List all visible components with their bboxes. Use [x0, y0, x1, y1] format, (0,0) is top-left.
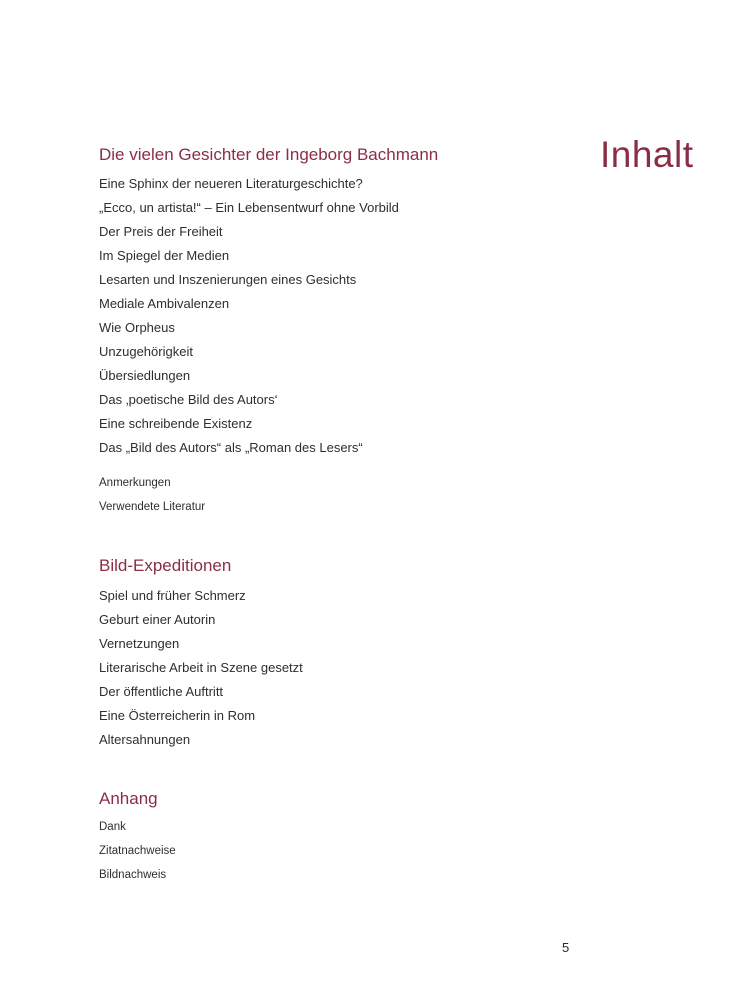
- toc-entry-label: Wie Orpheus: [99, 320, 175, 335]
- toc-entry-label: Eine Österreicherin in Rom: [99, 708, 256, 723]
- toc-entry-label: „Ecco, un artista!“ – Ein Lebensentwurf ohne Vorbild: [99, 200, 399, 215]
- toc-entry[interactable]: [0, 200, 560, 220]
- toc-entry[interactable]: [0, 416, 560, 436]
- toc-entry[interactable]: [0, 684, 560, 704]
- toc-entry[interactable]: [0, 392, 560, 412]
- toc-heading-label: Die vielen Gesichter der Ingeborg Bachmann: [99, 145, 439, 164]
- toc-entry-label: Vernetzungen: [99, 636, 180, 651]
- toc-entry-label: Bildnachweis: [99, 869, 167, 881]
- toc-entry[interactable]: [0, 320, 560, 340]
- toc-entry[interactable]: [0, 344, 560, 364]
- toc-entry-label: Geburt einer Autorin: [99, 612, 216, 627]
- toc-entry[interactable]: [0, 440, 560, 460]
- toc-entry[interactable]: [0, 708, 560, 728]
- toc-note-entry[interactable]: [0, 845, 560, 865]
- toc-heading[interactable]: [0, 145, 560, 165]
- toc-entry-label: Das „Bild des Autors“ als „Roman des Lesers“: [99, 440, 363, 455]
- page-number: 5: [562, 940, 570, 955]
- toc-note-entry[interactable]: [0, 501, 560, 521]
- toc-entry[interactable]: [0, 224, 560, 244]
- toc-entry-label: Lesarten und Inszenierungen eines Gesichts: [99, 272, 357, 287]
- toc-entry-label: Der Preis der Freiheit: [99, 224, 223, 239]
- toc-entry-label: Zitatnachweise: [99, 845, 176, 857]
- toc-entry-label: Eine schreibende Existenz: [99, 416, 253, 431]
- toc-entry[interactable]: [0, 248, 560, 268]
- toc-entry[interactable]: [0, 176, 560, 196]
- toc-note-entry[interactable]: [0, 477, 560, 497]
- toc-entry-label: Anmerkungen: [99, 477, 171, 489]
- toc-entry[interactable]: [0, 272, 560, 292]
- toc-entry-label: Im Spiegel der Medien: [99, 248, 230, 263]
- toc-heading[interactable]: [0, 556, 560, 576]
- toc-heading-label: Anhang: [99, 789, 158, 808]
- toc-entry[interactable]: [0, 588, 560, 608]
- toc-heading-label: Bild-Expeditionen: [99, 556, 232, 575]
- toc-entry-label: Der öffentliche Auftritt: [99, 684, 224, 699]
- toc-entry-label: Übersiedlungen: [99, 368, 191, 383]
- toc-entry-label: Das ‚poetische Bild des Autors‘: [99, 392, 278, 407]
- page-title: Inhalt: [600, 134, 694, 175]
- toc-entry[interactable]: [0, 368, 560, 388]
- toc-note-entry[interactable]: [0, 869, 560, 889]
- toc-heading[interactable]: [0, 789, 560, 809]
- toc-entry-label: Literarische Arbeit in Szene gesetzt: [99, 660, 303, 675]
- toc-entry-label: Unzugehörigkeit: [99, 344, 193, 359]
- toc-entry-label: Verwendete Literatur: [99, 501, 206, 513]
- toc-entry[interactable]: [0, 732, 560, 752]
- toc-entry[interactable]: [0, 296, 560, 316]
- toc-entry-label: Mediale Ambivalenzen: [99, 296, 230, 311]
- toc-entry-label: Spiel und früher Schmerz: [99, 588, 246, 603]
- toc-entry-label: Altersahnungen: [99, 732, 191, 747]
- toc-entry-label: Dank: [99, 821, 126, 833]
- toc-entry[interactable]: [0, 612, 560, 632]
- toc-entry[interactable]: [0, 660, 560, 680]
- toc-entry[interactable]: [0, 636, 560, 656]
- toc-entry-label: Eine Sphinx der neueren Literaturgeschichte?: [99, 176, 363, 191]
- toc-note-entry[interactable]: [0, 821, 560, 841]
